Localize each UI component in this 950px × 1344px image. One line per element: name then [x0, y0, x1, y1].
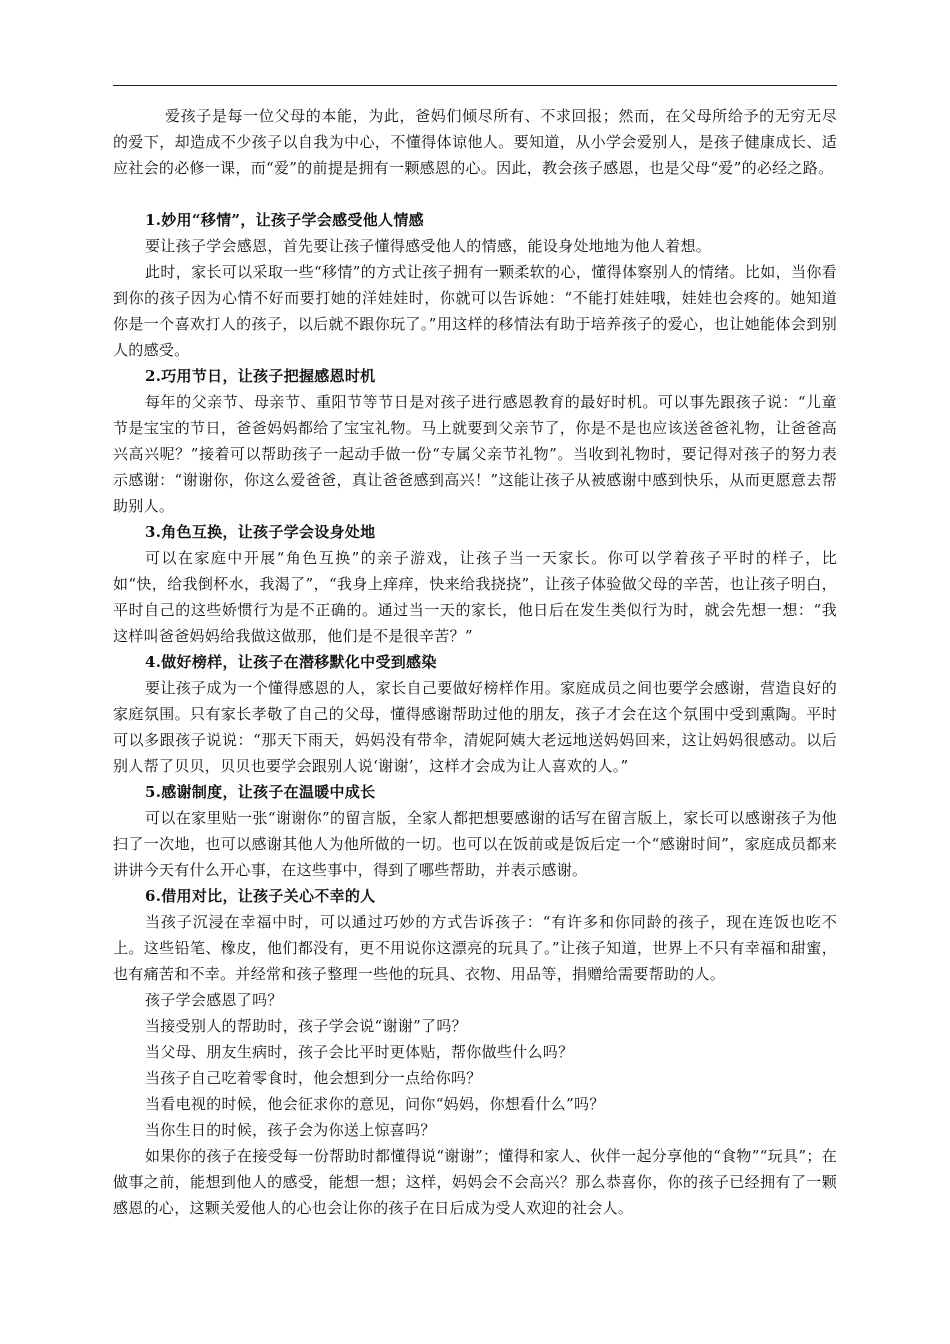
section-paragraph: 要让孩子学会感恩，首先要让孩子懂得感受他人的情感，能设身处地地为他人着想。 [145, 237, 712, 255]
question-line: 当孩子自己吃着零食时，他会想到分一点给你吗？ [145, 1069, 482, 1087]
header-rule [113, 85, 837, 86]
question-line: 当看电视的时候，他会征求你的意见，问你“妈妈，你想看什么”吗？ [145, 1095, 605, 1113]
question-line: 当父母、朋友生病时，孩子会比平时更体贴，帮你做些什么吗？ [145, 1043, 574, 1061]
section-3 [113, 519, 837, 649]
blank-line [113, 181, 837, 207]
section-1 [113, 207, 837, 363]
question-line: 当你生日的时候，孩子会为你送上惊喜吗？ [145, 1121, 436, 1139]
section-heading: 6.借用对比，让孩子关心不幸的人 [145, 887, 376, 905]
section-paragraph: 可以在家庭中开展“角色互换”的亲子游戏，让孩子当一天家长。你可以学着孩子平时的样子，比如“快，给我倒杯水，我渴了”，“我身上痒痒，快来给我挠挠”，让孩子体验做父母的辛苦，也让孩子明白，平时自己的这些娇惯行为是不正确的。通过当一天的家长，他日后在发生类似行为时，就会先想一想：“我这样叫爸爸妈妈给我做这做那，他们是不是很辛苦？” [113, 549, 837, 645]
intro-paragraph: 爱孩子是每一位父母的本能，为此，爸妈们倾尽所有、不求回报；然而，在父母所给予的无穷无尽的爱下，却造成不少孩子以自我为中心，不懂得体谅他人。要知道，从小学会爱别人，是孩子健康成长、适应社会的必修一课，而“爱”的前提是拥有一颗感恩的心。因此，教会孩子感恩，也是父母“爱”的必经之路。 [113, 107, 837, 177]
question-line: 当接受别人的帮助时，孩子学会说“谢谢”了吗？ [145, 1017, 467, 1035]
section-heading: 5.感谢制度，让孩子在温暖中成长 [145, 783, 376, 801]
section-6 [113, 883, 837, 1221]
section-paragraph: 此时，家长可以采取一些“移情”的方式让孩子拥有一颗柔软的心，懂得体察别人的情绪。比如，当你看到你的孩子因为心情不好而要打她的洋娃娃时，你就可以告诉她：“不能打娃娃哦，娃娃也会疼的。她知道你是一个喜欢打人的孩子，以后就不跟你玩了。”用这样的移情法有助于培养孩子的爱心，也让她能体会到别人的感受。 [113, 263, 837, 359]
section-heading: 2.巧用节日，让孩子把握感恩时机 [145, 367, 376, 385]
section-heading: 4.做好榜样，让孩子在潜移默化中受到感染 [145, 653, 437, 671]
section-paragraph: 每年的父亲节、母亲节、重阳节等节日是对孩子进行感恩教育的最好时机。可以事先跟孩子说：“儿童节是宝宝的节日，爸爸妈妈都给了宝宝礼物。马上就要到父亲节了，你是不是也应该送爸爸礼物，让爸爸高兴高兴呢？”接着可以帮助孩子一起动手做一份“专属父亲节礼物”。当收到礼物时，要记得对孩子的努力表示感谢：“谢谢你，你这么爱爸爸，真让爸爸感到高兴！”这能让孩子从被感谢中感到快乐，从而更愿意去帮助别人。 [113, 393, 837, 515]
section-4 [113, 649, 837, 779]
closing-paragraph: 如果你的孩子在接受每一份帮助时都懂得说“谢谢”；懂得和家人、伙伴一起分享他的“食物”“玩具”；在做事之前，能想到他人的感受，能想一想；这样，妈妈会不会高兴？那么恭喜你，你的孩子已经拥有了一颗感恩的心，这颗关爱他人的心也会让你的孩子在日后成为受人欢迎的社会人。 [113, 1147, 837, 1217]
section-5 [113, 779, 837, 883]
section-paragraph: 可以在家里贴一张“谢谢你”的留言版，全家人都把想要感谢的话写在留言版上，家长可以感谢孩子为他扫了一次地，也可以感谢其他人为他所做的一切。也可以在饭前或是饭后定一个“感谢时间”，家庭成员都来讲讲今天有什么开心事，在这些事中，得到了哪些帮助，并表示感谢。 [113, 809, 837, 879]
article-body [113, 103, 837, 1221]
section-heading: 3.角色互换，让孩子学会设身处地 [145, 523, 376, 541]
question-line: 孩子学会感恩了吗？ [145, 991, 283, 1009]
section-paragraph: 当孩子沉浸在幸福中时，可以通过巧妙的方式告诉孩子：“有许多和你同龄的孩子，现在连饭也吃不上。这些铅笔、橡皮，他们都没有，更不用说你这漂亮的玩具了。”让孩子知道，世界上不只有幸福和甜蜜，也有痛苦和不幸。并经常和孩子整理一些他的玩具、衣物、用品等，捐赠给需要帮助的人。 [113, 913, 837, 983]
section-heading: 1.妙用“移情”，让孩子学会感受他人情感 [145, 211, 424, 229]
section-2 [113, 363, 837, 519]
section-paragraph: 要让孩子成为一个懂得感恩的人，家长自己要做好榜样作用。家庭成员之间也要学会感谢，营造良好的家庭氛围。只有家长孝敬了自己的父母，懂得感谢帮助过他的朋友，孩子才会在这个氛围中受到熏陶。平时可以多跟孩子说说：“那天下雨天，妈妈没有带伞，清妮阿姨大老远地送妈妈回来，这让妈妈很感动。以后别人帮了贝贝，贝贝也要学会跟别人说‘谢谢’，这样才会成为让人喜欢的人。” [113, 679, 837, 775]
